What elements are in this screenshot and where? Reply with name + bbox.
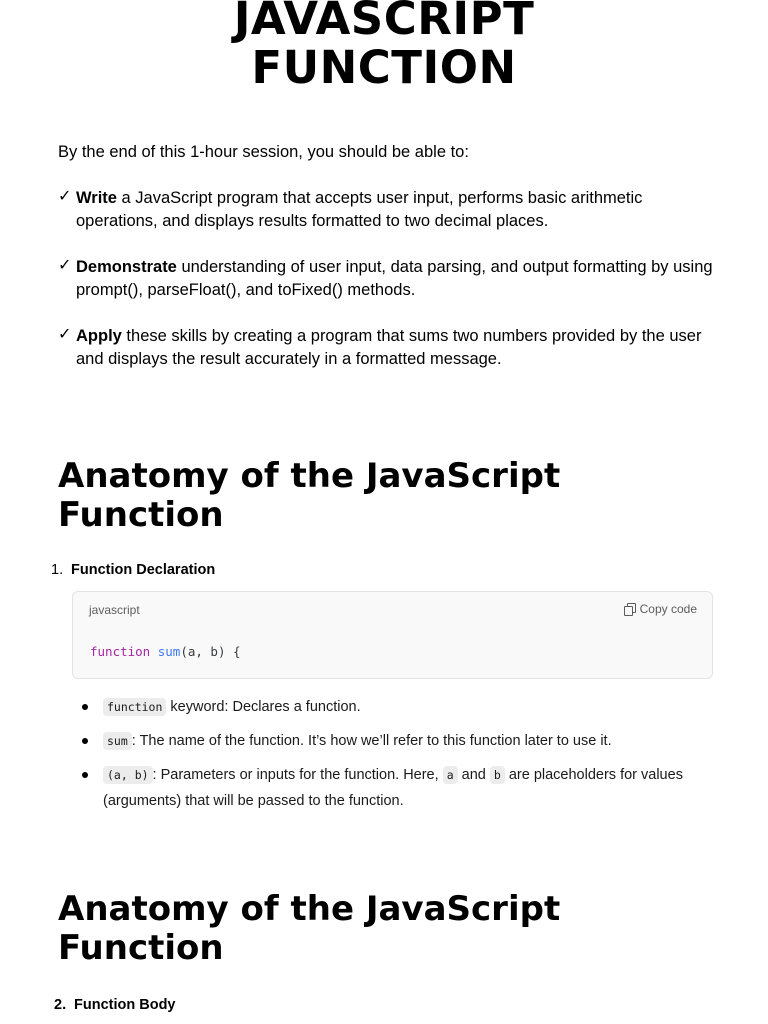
- section-heading: [58, 457, 560, 535]
- bullet-text: are placeholders for values (arguments) that will be passed to the function.: [103, 767, 683, 809]
- code-params: (a, b) {: [180, 644, 241, 659]
- title-line-1: JAVASCRIPT: [233, 0, 535, 45]
- bullet-item: [80, 694, 710, 720]
- objective-verb: Apply: [76, 327, 122, 345]
- item-label: Function Body: [74, 997, 176, 1013]
- numbered-item: [54, 997, 176, 1013]
- inline-code: function: [103, 698, 166, 716]
- bullet-text: and: [457, 767, 490, 783]
- bullet-text: : The name of the function. It’s how we’ll refer to this function later to use it.: [131, 733, 612, 749]
- section-heading-line-1: Anatomy of the JavaScript: [58, 889, 561, 929]
- inline-code: sum: [103, 732, 132, 750]
- item-label: Function Declaration: [71, 562, 216, 578]
- inline-code: a: [443, 766, 458, 784]
- title-line-2: FUNCTION: [251, 41, 517, 94]
- code-language-label: javascript: [89, 603, 140, 617]
- bullet-text: : Parameters or inputs for the function. Here,: [152, 767, 443, 783]
- objective-verb: Demonstrate: [76, 258, 177, 276]
- code-block: [72, 591, 713, 679]
- objective-text: understanding of user input, data parsing, and output formatting by using prompt(), parseFloat(), and toFixed() methods.: [76, 258, 713, 299]
- bullet-item: [80, 762, 710, 814]
- item-number: 2.: [54, 997, 67, 1013]
- bullet-list: [80, 694, 710, 822]
- objectives-list: [58, 187, 718, 394]
- objective-verb: Write: [76, 189, 117, 207]
- section-heading-line-1: Anatomy of the JavaScript: [58, 456, 561, 496]
- bullet-text: keyword: Declares a function.: [166, 699, 361, 715]
- objective-text: a JavaScript program that accepts user input, performs basic arithmetic operations, and displays results formatted to two decimal places.: [76, 189, 643, 230]
- intro-text: By the end of this 1-hour session, you should be able to:: [58, 143, 469, 161]
- code-line: [90, 644, 241, 659]
- numbered-item: [51, 562, 215, 578]
- section-heading: [58, 890, 560, 968]
- check-icon: ✓: [58, 255, 72, 274]
- check-icon: ✓: [58, 324, 72, 343]
- inline-code: b: [490, 766, 505, 784]
- objective-item: [58, 187, 718, 233]
- objective-item: [58, 256, 718, 302]
- bullet-item: [80, 728, 710, 754]
- code-function-name: sum: [157, 644, 181, 659]
- inline-code: (a, b): [103, 766, 153, 784]
- item-number: 1.: [51, 562, 64, 578]
- objective-text: these skills by creating a program that sums two numbers provided by the user and displays the result accurately in a formatted message.: [76, 327, 702, 368]
- code-keyword: function: [90, 644, 151, 659]
- check-icon: ✓: [58, 186, 72, 205]
- copy-code-label: Copy code: [639, 602, 697, 616]
- page-title: [0, 0, 768, 92]
- copy-icon: [624, 603, 636, 615]
- copy-code-button[interactable]: [624, 602, 697, 616]
- section-heading-line-2: Function: [58, 495, 224, 535]
- objective-item: [58, 325, 718, 371]
- section-heading-line-2: Function: [58, 928, 224, 968]
